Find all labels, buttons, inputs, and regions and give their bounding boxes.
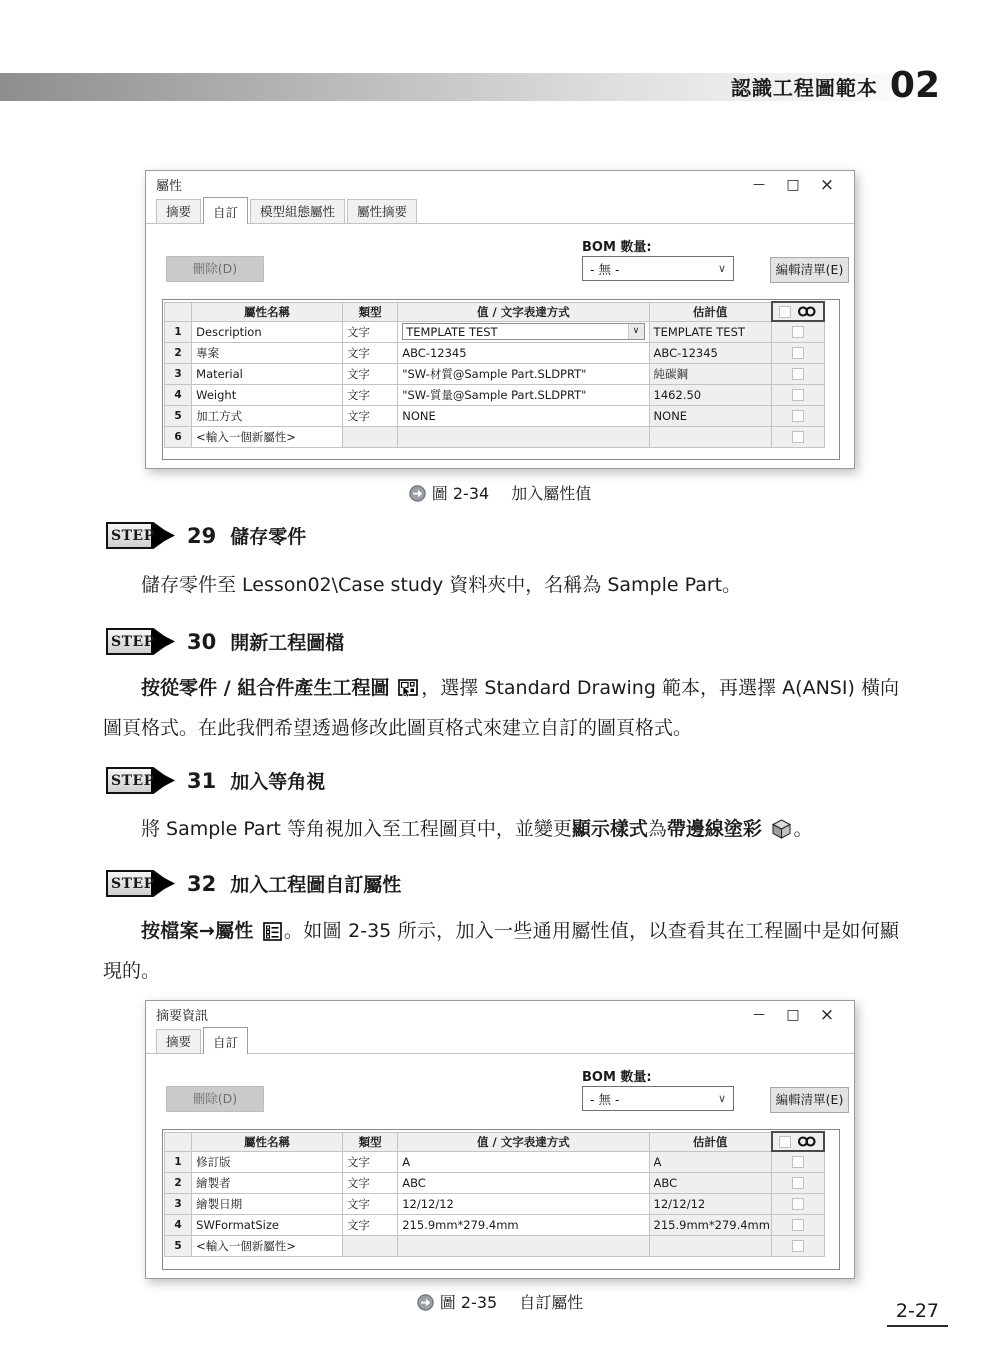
step-paragraph — [103, 911, 899, 991]
row-number: 6 — [165, 426, 192, 447]
row-number: 4 — [165, 384, 192, 405]
figure-caption — [0, 481, 1000, 504]
link-cell[interactable] — [772, 384, 824, 405]
step-heading — [106, 522, 306, 549]
link-checkbox[interactable] — [792, 326, 804, 338]
step-paragraph — [103, 668, 899, 748]
properties-table — [164, 1131, 825, 1257]
table-row — [165, 1235, 825, 1256]
tab-模型組態屬性[interactable]: 模型組態屬性 — [250, 199, 345, 223]
row-number: 5 — [165, 1235, 192, 1256]
step-heading — [106, 767, 325, 794]
property-name-header: 屬性名稱 — [192, 302, 343, 321]
evaluated-cell: ABC — [649, 1172, 772, 1193]
type-cell[interactable]: 文字 — [342, 363, 397, 384]
close-icon[interactable] — [810, 175, 844, 195]
dialog-title: 屬性 — [156, 179, 183, 194]
link-checkbox[interactable] — [792, 347, 804, 359]
properties-table-frame — [162, 1129, 840, 1270]
evaluated-cell — [649, 426, 772, 447]
type-cell[interactable]: 文字 — [342, 1151, 397, 1172]
link-cell[interactable] — [772, 1151, 824, 1172]
header-checkbox[interactable] — [779, 306, 791, 318]
header-checkbox[interactable] — [779, 1136, 791, 1148]
maximize-icon[interactable] — [776, 177, 810, 193]
value-combobox[interactable] — [402, 323, 644, 340]
step-number: 32 — [187, 871, 217, 896]
table-row — [165, 342, 825, 363]
tab-摘要[interactable]: 摘要 — [156, 1029, 201, 1053]
properties-dialog — [145, 170, 855, 469]
row-number: 5 — [165, 405, 192, 426]
minimize-icon[interactable] — [742, 1007, 776, 1022]
chapter-header — [730, 65, 940, 106]
row-number: 2 — [165, 1172, 192, 1193]
step-heading — [106, 628, 344, 655]
type-cell[interactable]: 文字 — [342, 1193, 397, 1214]
figure-text: 加入屬性值 — [511, 484, 592, 503]
evaluated-cell: 1462.50 — [649, 384, 772, 405]
step-badge: STEP — [106, 522, 172, 549]
evaluated-cell: 215.9mm*279.4mm — [649, 1214, 772, 1235]
dialog-body — [146, 1054, 854, 1278]
value-cell[interactable]: A — [398, 1151, 649, 1172]
step-paragraph — [103, 809, 899, 849]
text-run: 帶邊線塗彩 — [666, 818, 769, 840]
table-row — [165, 1193, 825, 1214]
text-run: 按 — [141, 677, 161, 699]
step-badge: STEP — [106, 628, 172, 655]
table-row — [165, 426, 825, 447]
window-controls — [742, 1005, 844, 1025]
edit-list-button[interactable]: 編輯清單(E) — [770, 257, 849, 283]
text-run: 。如圖 2-35 所示，加入一些通用屬性值，以查看其在工程圖中是如何顯現的。 — [103, 920, 899, 982]
type-cell[interactable] — [342, 426, 397, 447]
chapter-number: 02 — [889, 65, 940, 106]
link-checkbox[interactable] — [792, 410, 804, 422]
text-run: 儲存零件至 Lesson02\Case study 資料夾中，名稱為 Sample Part。 — [141, 574, 742, 596]
delete-button[interactable]: 刪除(D) — [166, 1086, 264, 1112]
bom-quantity-select[interactable] — [582, 256, 734, 281]
link-checkbox[interactable] — [792, 1198, 804, 1210]
link-checkbox[interactable] — [792, 389, 804, 401]
step-heading — [106, 870, 401, 897]
value-cell[interactable] — [398, 426, 649, 447]
evaluated-header: 估計值 — [649, 302, 772, 321]
link-cell[interactable] — [772, 1235, 824, 1256]
value-header: 值 / 文字表達方式 — [398, 1132, 649, 1151]
type-header: 類型 — [342, 302, 397, 321]
type-header: 類型 — [342, 1132, 397, 1151]
tab-自訂[interactable]: 自訂 — [203, 197, 248, 224]
link-cell[interactable] — [772, 1214, 824, 1235]
type-cell[interactable]: 文字 — [342, 321, 397, 342]
row-number: 4 — [165, 1214, 192, 1235]
value-cell[interactable] — [398, 321, 649, 342]
figure-arrow-icon — [409, 485, 426, 502]
value-cell[interactable]: 215.9mm*279.4mm — [398, 1214, 649, 1235]
type-cell[interactable]: 文字 — [342, 1172, 397, 1193]
type-cell[interactable]: 文字 — [342, 384, 397, 405]
minimize-icon[interactable] — [742, 177, 776, 192]
edit-list-button[interactable]: 編輯清單(E) — [770, 1087, 849, 1113]
link-checkbox[interactable] — [792, 1156, 804, 1168]
text-run: ，選擇 Standard Drawing 範本，再選擇 A(ANSI) 橫向圖頁格式。在此我們希望透過修改此圖頁格式來建立自訂的圖頁格式。 — [103, 677, 899, 739]
link-column-header[interactable] — [772, 1132, 824, 1151]
dialog-titlebar — [146, 171, 854, 198]
properties-table — [164, 301, 825, 448]
file-properties-icon — [263, 911, 282, 951]
property-name-header: 屬性名稱 — [192, 1132, 343, 1151]
link-checkbox[interactable] — [792, 368, 804, 380]
bom-quantity-value: - 無 - — [590, 1091, 620, 1107]
value-cell[interactable]: "SW-材質@Sample Part.SLDPRT" — [398, 363, 649, 384]
property-name-cell[interactable]: <輸入一個新屬性> — [192, 1235, 343, 1256]
table-row — [165, 384, 825, 405]
bom-quantity-label: BOM 數量: — [582, 1070, 652, 1085]
link-checkbox[interactable] — [792, 1240, 804, 1252]
tab-自訂[interactable]: 自訂 — [203, 1027, 248, 1054]
page-number: 2-27 — [887, 1300, 948, 1327]
property-name-cell[interactable]: 繪製日期 — [192, 1193, 343, 1214]
value-header: 值 / 文字表達方式 — [398, 302, 649, 321]
step-number: 31 — [187, 768, 217, 793]
evaluated-cell: A — [649, 1151, 772, 1172]
step-title: 開新工程圖檔 — [230, 632, 345, 654]
delete-button[interactable]: 刪除(D) — [166, 256, 264, 282]
figure-arrow-icon — [417, 1294, 434, 1311]
bom-quantity-label: BOM 數量: — [582, 240, 652, 255]
evaluated-cell — [649, 1235, 772, 1256]
step-title: 儲存零件 — [230, 526, 307, 548]
step-badge: STEP — [106, 767, 172, 794]
row-number-header — [165, 302, 192, 321]
link-icon — [797, 306, 817, 317]
window-controls — [742, 175, 844, 195]
property-name-cell[interactable]: 繪製者 — [192, 1172, 343, 1193]
step-number: 30 — [187, 629, 217, 654]
text-run: 為 — [647, 818, 667, 840]
dialog-body — [146, 224, 854, 468]
row-number: 1 — [165, 321, 192, 342]
combo-value: TEMPLATE TEST — [406, 324, 498, 339]
step-number: 29 — [187, 523, 217, 548]
table-row — [165, 1172, 825, 1193]
chevron-down-icon: ∨ — [717, 262, 726, 275]
row-number: 1 — [165, 1151, 192, 1172]
property-name-cell[interactable]: 加工方式 — [192, 405, 343, 426]
link-icon — [797, 1136, 817, 1147]
text-run: 顯示樣式 — [571, 818, 648, 840]
tab-摘要[interactable]: 摘要 — [156, 199, 201, 223]
property-name-cell[interactable]: SWFormatSize — [192, 1214, 343, 1235]
value-cell[interactable]: 12/12/12 — [398, 1193, 649, 1214]
property-name-cell[interactable]: <輸入一個新屬性> — [192, 426, 343, 447]
evaluated-cell: TEMPLATE TEST — [649, 321, 772, 342]
properties-table-frame — [162, 299, 840, 460]
type-cell[interactable]: 文字 — [342, 342, 397, 363]
make-drawing-icon — [398, 668, 419, 708]
value-cell[interactable]: NONE — [398, 405, 649, 426]
dialog-tabs — [146, 198, 854, 224]
summary-info-dialog — [145, 1000, 855, 1279]
row-number: 2 — [165, 342, 192, 363]
link-cell[interactable] — [772, 321, 824, 342]
step-paragraph — [103, 565, 899, 605]
maximize-icon[interactable] — [776, 1007, 810, 1023]
dialog-titlebar — [146, 1001, 854, 1028]
figure-text: 自訂屬性 — [519, 1293, 584, 1312]
table-row — [165, 321, 825, 342]
table-row — [165, 1151, 825, 1172]
step-title: 加入等角視 — [230, 771, 326, 793]
property-name-cell[interactable]: Material — [192, 363, 343, 384]
table-row — [165, 405, 825, 426]
row-number: 3 — [165, 1193, 192, 1214]
link-checkbox[interactable] — [792, 431, 804, 443]
link-cell[interactable] — [772, 1193, 824, 1214]
value-cell[interactable]: ABC-12345 — [398, 342, 649, 363]
property-name-cell[interactable]: 修訂版 — [192, 1151, 343, 1172]
value-cell[interactable] — [398, 1235, 649, 1256]
value-cell[interactable]: "SW-質量@Sample Part.SLDPRT" — [398, 384, 649, 405]
step-title: 加入工程圖自訂屬性 — [230, 874, 402, 896]
text-run: 檔案→屬性 — [160, 920, 261, 942]
dialog-tabs — [146, 1028, 854, 1054]
chevron-down-icon: ∨ — [717, 1092, 726, 1105]
text-run: 將 Sample Part 等角視加入至工程圖頁中，並變更 — [141, 818, 572, 840]
bom-quantity-select[interactable] — [582, 1086, 734, 1111]
row-number-header — [165, 1132, 192, 1151]
type-cell[interactable]: 文字 — [342, 1214, 397, 1235]
evaluated-cell: ABC-12345 — [649, 342, 772, 363]
chevron-down-icon[interactable]: ∨ — [628, 324, 644, 339]
step-badge: STEP — [106, 870, 172, 897]
type-cell[interactable]: 文字 — [342, 405, 397, 426]
link-checkbox[interactable] — [792, 1177, 804, 1189]
value-cell[interactable]: ABC — [398, 1172, 649, 1193]
table-row — [165, 363, 825, 384]
text-run: 按 — [141, 920, 161, 942]
bom-quantity-value: - 無 - — [590, 261, 620, 277]
table-row — [165, 1214, 825, 1235]
text-run: 從零件 / 組合件產生工程圖 — [160, 677, 397, 699]
link-column-header[interactable] — [772, 302, 824, 321]
link-cell[interactable] — [772, 405, 824, 426]
figure-caption — [0, 1290, 1000, 1313]
evaluated-cell: NONE — [649, 405, 772, 426]
link-checkbox[interactable] — [792, 1219, 804, 1231]
link-cell[interactable] — [772, 426, 824, 447]
row-number: 3 — [165, 363, 192, 384]
link-cell[interactable] — [772, 342, 824, 363]
evaluated-header: 估計值 — [649, 1132, 772, 1151]
close-icon[interactable] — [810, 1005, 844, 1025]
tab-屬性摘要[interactable]: 屬性摘要 — [347, 199, 417, 223]
shaded-with-edges-icon — [771, 809, 792, 849]
property-name-cell[interactable]: Weight — [192, 384, 343, 405]
text-run: 。 — [793, 818, 813, 840]
link-cell[interactable] — [772, 363, 824, 384]
type-cell[interactable] — [342, 1235, 397, 1256]
evaluated-cell: 12/12/12 — [649, 1193, 772, 1214]
figure-label: 圖 2-35 — [439, 1293, 498, 1312]
header-row — [165, 1132, 825, 1151]
property-name-cell[interactable]: 專案 — [192, 342, 343, 363]
property-name-cell[interactable]: Description — [192, 321, 343, 342]
chapter-title: 認識工程圖範本 — [730, 75, 878, 100]
figure-label: 圖 2-34 — [431, 484, 490, 503]
link-cell[interactable] — [772, 1172, 824, 1193]
evaluated-cell: 純碳鋼 — [649, 363, 772, 384]
header-row — [165, 302, 825, 321]
dialog-title: 摘要資訊 — [156, 1009, 209, 1024]
